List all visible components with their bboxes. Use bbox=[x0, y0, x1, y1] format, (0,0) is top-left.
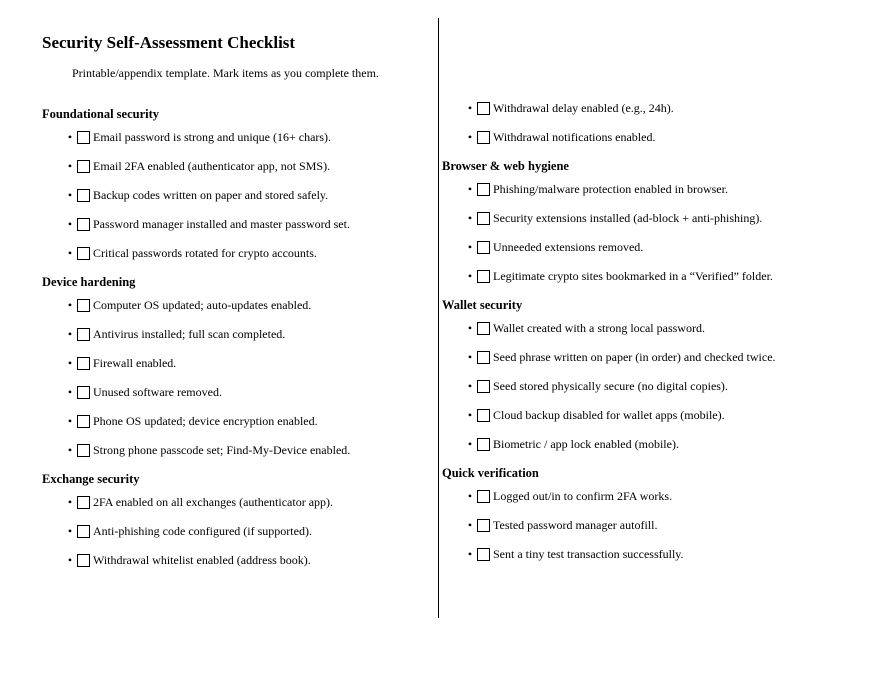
checklist-item bbox=[466, 408, 868, 422]
right-column bbox=[442, 101, 868, 576]
item-checkbox[interactable] bbox=[477, 409, 490, 422]
item-checkbox[interactable] bbox=[477, 102, 490, 115]
checklist-item bbox=[466, 518, 868, 532]
checklist-item bbox=[66, 414, 434, 428]
page-title: Security Self-Assessment Checklist bbox=[42, 33, 296, 52]
item-label: Withdrawal notifications enabled. bbox=[493, 130, 656, 144]
item-label: Tested password manager autofill. bbox=[493, 518, 658, 532]
right-column-sections bbox=[442, 101, 868, 561]
checklist-section bbox=[442, 298, 868, 451]
item-label: Email 2FA enabled (authenticator app, not SMS). bbox=[93, 159, 331, 173]
left-column-sections bbox=[42, 107, 434, 567]
bullet-marker: • bbox=[467, 547, 473, 561]
bullet-marker: • bbox=[67, 298, 73, 312]
bullet-marker: • bbox=[67, 385, 73, 399]
bullet-marker: • bbox=[467, 518, 473, 532]
item-checkbox[interactable] bbox=[477, 270, 490, 283]
page-subtitle: Printable/appendix template. Mark items as you complete them. bbox=[72, 66, 379, 80]
bullet-marker: • bbox=[467, 321, 473, 335]
item-checkbox[interactable] bbox=[477, 183, 490, 196]
item-checkbox[interactable] bbox=[77, 328, 90, 341]
bullet-marker: • bbox=[67, 159, 73, 173]
bullet-marker: • bbox=[467, 408, 473, 422]
item-checkbox[interactable] bbox=[477, 131, 490, 144]
item-checkbox[interactable] bbox=[477, 380, 490, 393]
item-checkbox[interactable] bbox=[77, 218, 90, 231]
item-label: Wallet created with a strong local password. bbox=[493, 321, 705, 335]
item-checkbox[interactable] bbox=[477, 548, 490, 561]
checklist-item bbox=[66, 327, 434, 341]
section-heading: Quick verification bbox=[442, 466, 539, 480]
checklist-item bbox=[66, 495, 434, 509]
item-label: Unused software removed. bbox=[93, 385, 222, 399]
item-label: Seed phrase written on paper (in order) and checked twice. bbox=[493, 350, 776, 364]
checklist-item bbox=[466, 321, 868, 335]
checklist-section bbox=[442, 101, 868, 144]
bullet-marker: • bbox=[67, 130, 73, 144]
bullet-marker: • bbox=[467, 130, 473, 144]
bullet-marker: • bbox=[67, 217, 73, 231]
checklist-item bbox=[466, 437, 868, 451]
item-label: Computer OS updated; auto-updates enabled. bbox=[93, 298, 312, 312]
checklist-item bbox=[466, 182, 868, 196]
item-checkbox[interactable] bbox=[477, 519, 490, 532]
bullet-marker: • bbox=[467, 101, 473, 115]
column-divider bbox=[438, 18, 439, 618]
bullet-marker: • bbox=[67, 327, 73, 341]
item-label: Legitimate crypto sites bookmarked in a “Verified” folder. bbox=[493, 269, 773, 283]
bullet-marker: • bbox=[467, 182, 473, 196]
checklist-section bbox=[42, 275, 434, 457]
checklist-section bbox=[442, 466, 868, 561]
bullet-marker: • bbox=[67, 495, 73, 509]
section-heading: Wallet security bbox=[442, 298, 523, 312]
item-checkbox[interactable] bbox=[77, 160, 90, 173]
checklist-item bbox=[66, 130, 434, 144]
item-label: Sent a tiny test transaction successfully. bbox=[493, 547, 684, 561]
bullet-marker: • bbox=[467, 489, 473, 503]
checklist-item bbox=[66, 188, 434, 202]
checklist-item bbox=[66, 443, 434, 457]
item-label: Cloud backup disabled for wallet apps (mobile). bbox=[493, 408, 725, 422]
item-label: Email password is strong and unique (16+ chars). bbox=[93, 130, 332, 144]
item-checkbox[interactable] bbox=[77, 386, 90, 399]
item-label: 2FA enabled on all exchanges (authenticator app). bbox=[93, 495, 334, 509]
bullet-marker: • bbox=[467, 240, 473, 254]
item-checkbox[interactable] bbox=[77, 131, 90, 144]
item-label: Critical passwords rotated for crypto accounts. bbox=[93, 246, 317, 260]
checklist-item bbox=[66, 159, 434, 173]
checklist-item bbox=[466, 489, 868, 503]
item-label: Seed stored physically secure (no digital copies). bbox=[493, 379, 728, 393]
bullet-marker: • bbox=[67, 356, 73, 370]
bullet-marker: • bbox=[67, 553, 73, 567]
item-label: Phishing/malware protection enabled in browser. bbox=[493, 182, 728, 196]
checklist-item bbox=[466, 350, 868, 364]
item-label: Password manager installed and master password set. bbox=[93, 217, 350, 231]
item-label: Logged out/in to confirm 2FA works. bbox=[493, 489, 673, 503]
item-label: Phone OS updated; device encryption enabled. bbox=[93, 414, 318, 428]
section-heading: Device hardening bbox=[42, 275, 136, 289]
checklist-item bbox=[66, 385, 434, 399]
bullet-marker: • bbox=[67, 524, 73, 538]
checklist-section bbox=[42, 472, 434, 567]
section-heading: Exchange security bbox=[42, 472, 140, 486]
item-label: Unneeded extensions removed. bbox=[493, 240, 644, 254]
checklist-section bbox=[442, 159, 868, 283]
item-label: Firewall enabled. bbox=[93, 356, 177, 370]
item-checkbox[interactable] bbox=[477, 490, 490, 503]
bullet-marker: • bbox=[67, 443, 73, 457]
item-label: Antivirus installed; full scan completed. bbox=[93, 327, 286, 341]
checklist-item bbox=[66, 553, 434, 567]
checklist-item bbox=[66, 356, 434, 370]
checklist-section bbox=[42, 107, 434, 260]
checklist-item bbox=[466, 130, 868, 144]
item-label: Withdrawal delay enabled (e.g., 24h). bbox=[493, 101, 674, 115]
checklist-item bbox=[66, 524, 434, 538]
item-label: Backup codes written on paper and stored safely. bbox=[93, 188, 329, 202]
checklist-item bbox=[466, 240, 868, 254]
checklist-item bbox=[466, 211, 868, 225]
item-checkbox[interactable] bbox=[477, 351, 490, 364]
checklist-item bbox=[466, 547, 868, 561]
item-checkbox[interactable] bbox=[477, 212, 490, 225]
item-checkbox[interactable] bbox=[77, 525, 90, 538]
item-label: Security extensions installed (ad-block + anti-phishing). bbox=[493, 211, 763, 225]
item-checkbox[interactable] bbox=[77, 247, 90, 260]
item-checkbox[interactable] bbox=[77, 415, 90, 428]
checklist-item bbox=[66, 246, 434, 260]
checklist-item bbox=[466, 379, 868, 393]
item-checkbox[interactable] bbox=[477, 241, 490, 254]
section-heading: Browser & web hygiene bbox=[442, 159, 569, 173]
left-column bbox=[42, 33, 434, 582]
bullet-marker: • bbox=[467, 437, 473, 451]
item-checkbox[interactable] bbox=[77, 357, 90, 370]
bullet-marker: • bbox=[467, 211, 473, 225]
bullet-marker: • bbox=[467, 350, 473, 364]
item-checkbox[interactable] bbox=[77, 496, 90, 509]
bullet-marker: • bbox=[67, 246, 73, 260]
item-checkbox[interactable] bbox=[77, 299, 90, 312]
item-checkbox[interactable] bbox=[477, 322, 490, 335]
section-heading: Foundational security bbox=[42, 107, 160, 121]
item-label: Biometric / app lock enabled (mobile). bbox=[493, 437, 679, 451]
item-label: Withdrawal whitelist enabled (address book). bbox=[93, 553, 311, 567]
bullet-marker: • bbox=[67, 414, 73, 428]
item-checkbox[interactable] bbox=[77, 444, 90, 457]
checklist-item bbox=[466, 269, 868, 283]
checklist-item bbox=[466, 101, 868, 115]
bullet-marker: • bbox=[467, 269, 473, 283]
item-checkbox[interactable] bbox=[77, 554, 90, 567]
bullet-marker: • bbox=[67, 188, 73, 202]
item-checkbox[interactable] bbox=[477, 438, 490, 451]
item-label: Strong phone passcode set; Find-My-Device enabled. bbox=[93, 443, 351, 457]
checklist-item bbox=[66, 217, 434, 231]
item-label: Anti-phishing code configured (if supported). bbox=[93, 524, 312, 538]
checklist-item bbox=[66, 298, 434, 312]
bullet-marker: • bbox=[467, 379, 473, 393]
item-checkbox[interactable] bbox=[77, 189, 90, 202]
